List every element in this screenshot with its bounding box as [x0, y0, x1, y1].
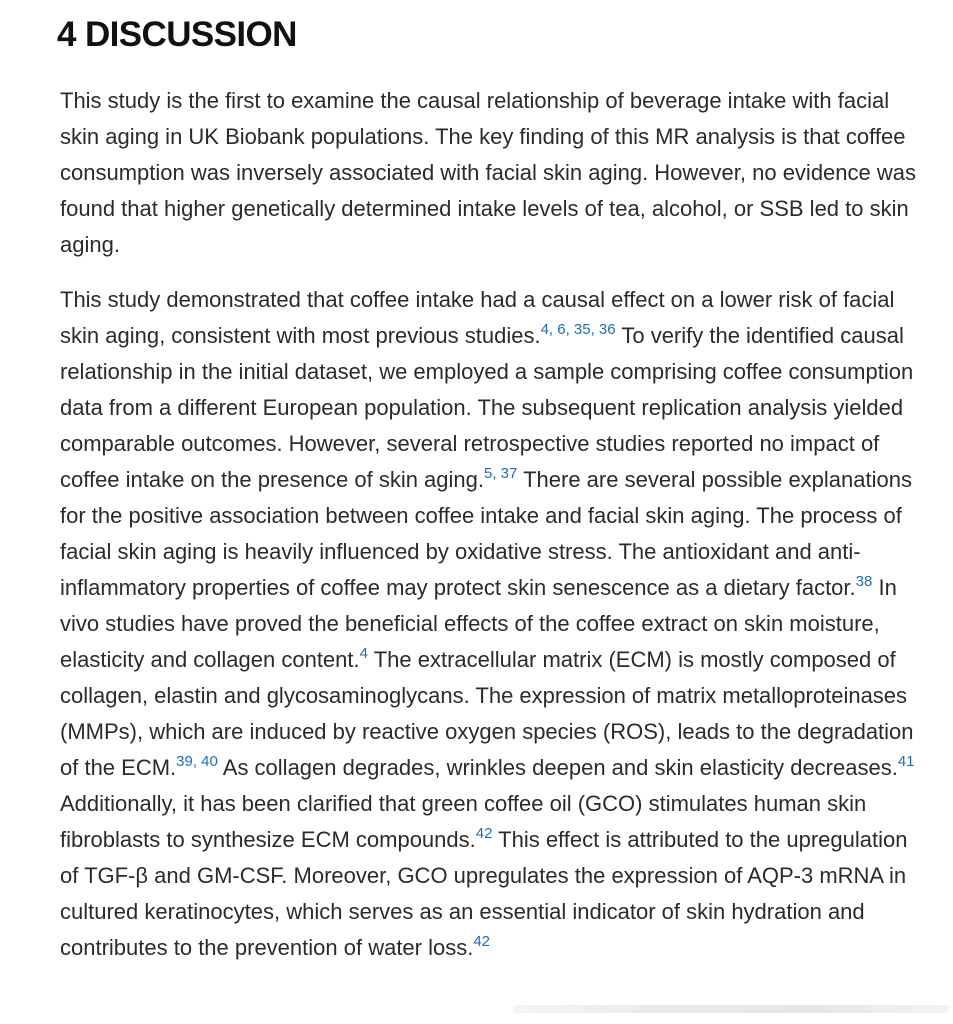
paragraph-text: This study demonstrated that coffee intake had a causal effect on a lower risk of facial skin aging, consistent with most previous studies. [60, 287, 895, 348]
citation-link[interactable]: 38 [855, 572, 873, 590]
citation-link[interactable]: 42 [475, 824, 493, 842]
citation-link[interactable]: 4 [359, 644, 368, 662]
paragraph-text: This study is the first to examine the causal relationship of beverage intake with facial skin aging in UK Biobank populations. The key finding of this MR analysis is that coffee consumption was inversely associated with facial skin aging. However, no evidence was found that higher genetically determined intake levels of tea, alcohol, or SSB led to skin aging. [60, 88, 916, 257]
paragraph-text: Additionally, it has been clarified that green coffee oil (GCO) stimulates human skin fibroblasts to synthesize ECM compounds. [60, 791, 867, 852]
paragraph-text: This effect is attributed to the upregulation of TGF-β and GM-CSF. Moreover, GCO upregulates the expression of AQP-3 mRNA in cultured keratinocytes, which serves as an essential indicator of skin hydration and contributes to the prevention of water loss. [60, 827, 908, 960]
citation-link[interactable]: 39, 40 [176, 752, 218, 770]
paragraph-text: To verify the identified causal relationship in the initial dataset, we employed a sample comprising coffee consumption data from a different European population. The subsequent replication analysis yielded comparable outcomes. However, several retrospective studies reported no impact of coffee intake on the presence of skin aging. [60, 323, 914, 492]
paragraph [60, 282, 921, 966]
paragraph [60, 83, 921, 263]
citation-link[interactable]: 42 [473, 932, 491, 950]
paragraph-text: In vivo studies have proved the beneficial effects of the coffee extract on skin moisture, elasticity and collagen content. [60, 575, 897, 672]
next-element-top-edge [513, 1005, 949, 1013]
citation-link[interactable]: 4, 6, 35, 36 [540, 320, 616, 338]
paragraph-text: There are several possible explanations for the positive association between coffee intake and facial skin aging. The process of facial skin aging is heavily influenced by oxidative stress. The antioxidant and anti-inflammatory properties of coffee may protect skin senescence as a dietary factor. [60, 467, 912, 600]
paragraph-text: As collagen degrades, wrinkles deepen and skin elasticity decreases. [217, 755, 898, 780]
section-heading: 4 DISCUSSION [57, 15, 297, 54]
paragraph-text: The extracellular matrix (ECM) is mostly composed of collagen, elastin and glycosaminoglycans. The expression of matrix metalloproteinases (MMPs), which are induced by reactive oxygen species (ROS), leads to the degradation of the ECM. [60, 647, 914, 780]
paragraphs-container [60, 83, 921, 966]
citation-link[interactable]: 5, 37 [484, 464, 518, 482]
citation-link[interactable]: 41 [897, 752, 915, 770]
